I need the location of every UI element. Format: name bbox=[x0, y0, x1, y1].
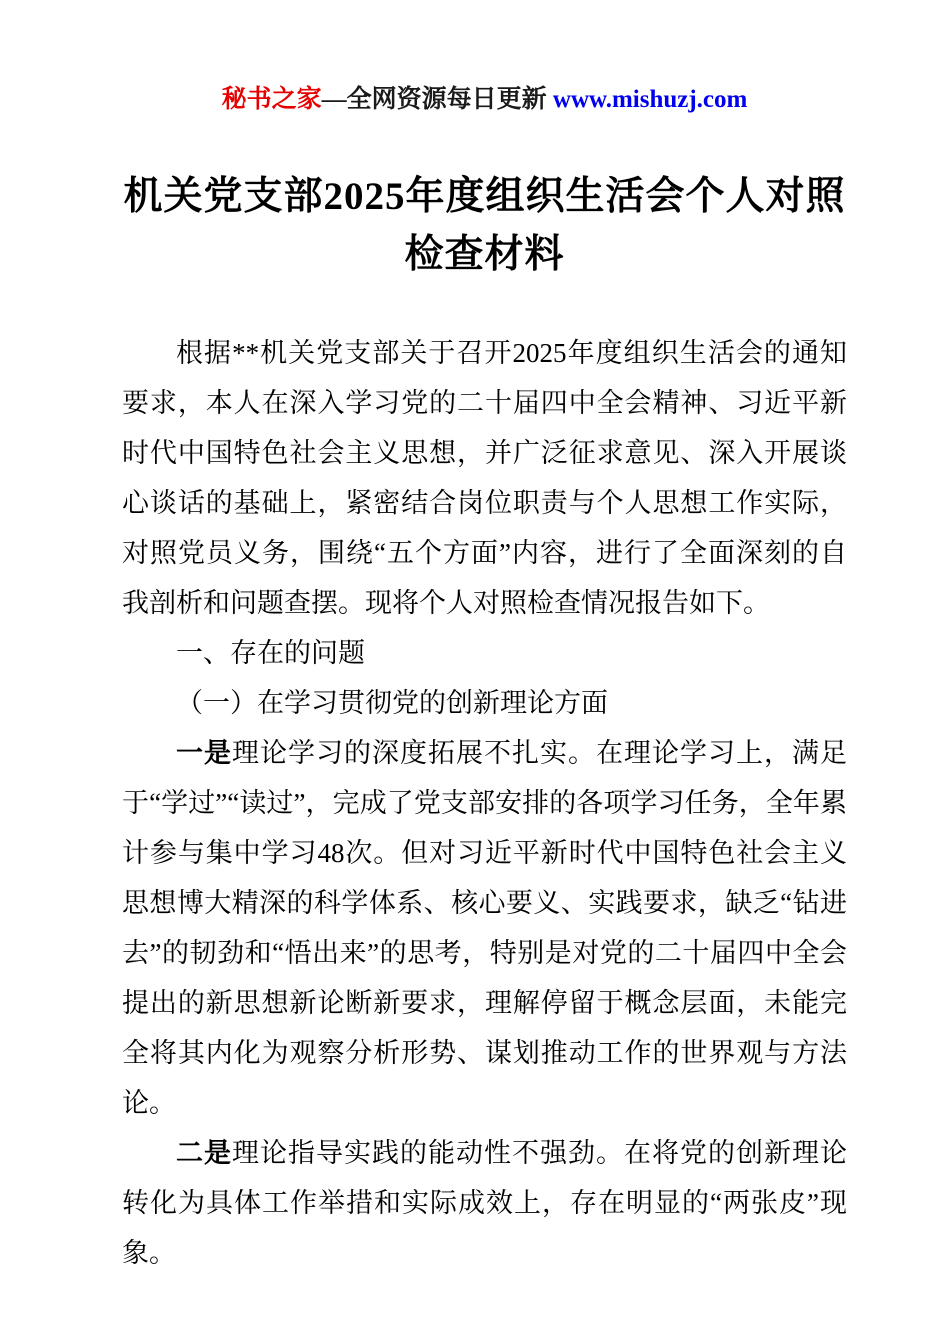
section-heading-problems bbox=[122, 628, 847, 678]
site-tagline: —全网资源每日更新 bbox=[321, 86, 553, 113]
site-header bbox=[122, 84, 847, 116]
paragraph-point-1-text: 理论学习的深度拓展不扎实。在理论学习上，满足于“学过”“读过”，完成了党支部安排的各项学习任务，全年累计参与集中学习48次。但对习近平新时代中国特色社会主义思想博大精深的科学体系、核心要义、实践要求，缺乏“钻进去”的韧劲和“悟出来”的思考，特别是对党的二十届四中全会提出的新思想新论断新要求，理解停留于概念层面，未能完全将其内化为观察分析形势、谋划推动工作的世界观与方法论。 bbox=[122, 738, 847, 1118]
document-title-line-2: 检查材料 bbox=[404, 233, 565, 276]
site-brand: 秘书之家 bbox=[221, 86, 322, 113]
site-url-link[interactable]: www.mishuzj.com bbox=[552, 86, 748, 113]
subsection-heading-theory-text: （一）在学习贯彻党的创新理论方面 bbox=[176, 688, 608, 718]
document-title-line-1: 机关党支部2025年度组织生活会个人对照 bbox=[123, 175, 846, 218]
paragraph-point-2-text: 理论指导实践的能动性不强劲。在将党的创新理论转化为具体工作举措和实际成效上，存在明显的“两张皮”现象。 bbox=[122, 1138, 847, 1268]
document-title bbox=[122, 168, 847, 284]
paragraph-point-2-lead: 二是 bbox=[176, 1138, 232, 1168]
document-body bbox=[122, 328, 847, 1278]
subsection-heading-theory bbox=[122, 678, 847, 728]
paragraph-intro bbox=[122, 328, 847, 628]
paragraph-intro-text: 根据**机关党支部关于召开2025年度组织生活会的通知要求，本人在深入学习党的二十届四中全会精神、习近平新时代中国特色社会主义思想，并广泛征求意见、深入开展谈心谈话的基础上，紧密结合岗位职责与个人思想工作实际，对照党员义务，围绕“五个方面”内容，进行了全面深刻的自我剖析和问题查摆。现将个人对照检查情况报告如下。 bbox=[122, 338, 847, 618]
paragraph-point-1-lead: 一是 bbox=[176, 738, 232, 768]
paragraph-point-2 bbox=[122, 1128, 847, 1278]
section-heading-problems-text: 一、存在的问题 bbox=[176, 638, 365, 668]
paragraph-point-1 bbox=[122, 728, 847, 1128]
